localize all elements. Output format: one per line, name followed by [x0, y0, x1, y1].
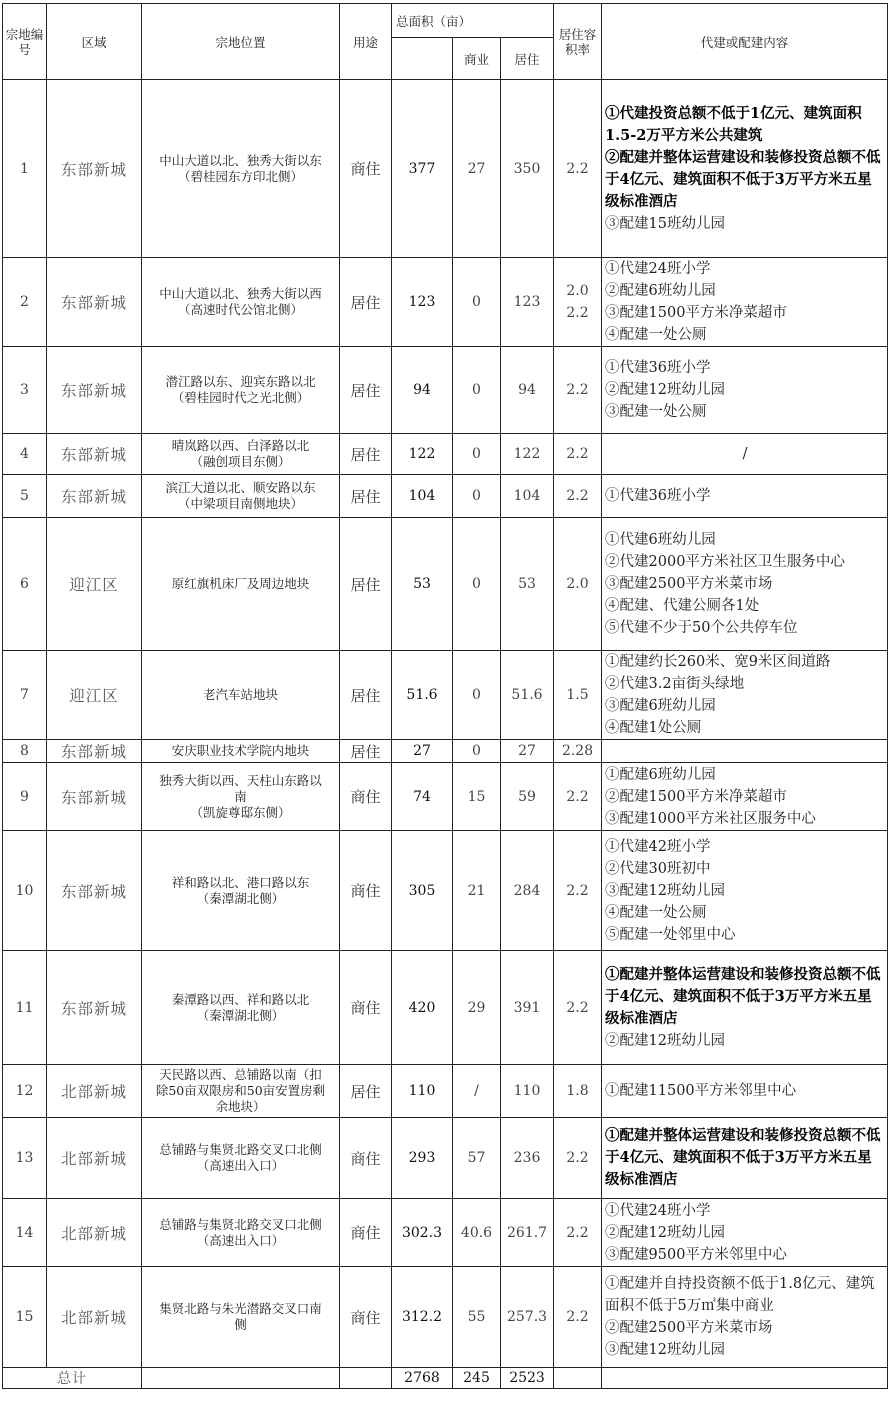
row-residential-area: 110 [501, 1065, 554, 1118]
row-commercial-area: 57 [453, 1118, 501, 1199]
row-residential-area: 257.3 [501, 1267, 554, 1368]
header-content: 代建或配建内容 [602, 4, 888, 80]
row-total-area: 122 [392, 434, 453, 475]
content-item: ②配建1500平方米净菜超市 [605, 788, 787, 805]
row-location [142, 831, 340, 951]
location-line: （秦潭湖北侧） [196, 1007, 285, 1023]
row-content [602, 258, 888, 347]
content-item: ②代建2000平方米社区卫生服务中心 [605, 554, 845, 570]
far-value: 2.0 [566, 283, 589, 299]
location-line: （高速时代公馆北侧） [177, 302, 303, 317]
row-residential-area: 284 [501, 831, 554, 951]
far-value: 2.2 [566, 488, 589, 504]
content-item: ②配建12班幼儿园 [605, 1224, 725, 1241]
row-location [142, 347, 340, 434]
row-total-area: 104 [392, 475, 453, 518]
content-item: ①配建并整体运营建设和装修投资总额不低于4亿元、建筑面积不低于3万平方米五星级标准酒店 [605, 1127, 881, 1188]
row-location [142, 1199, 340, 1267]
location-line: （秦潭湖北侧） [196, 890, 285, 906]
content-item: ①代建24班小学 [605, 261, 711, 277]
row-zone: 东部新城 [47, 763, 142, 831]
row-content [602, 1118, 888, 1199]
row-commercial-area: 27 [453, 80, 501, 258]
row-content [602, 763, 888, 831]
row-zone: 北部新城 [47, 1065, 142, 1118]
row-zone: 东部新城 [47, 434, 142, 475]
far-value: 2.2 [566, 1150, 589, 1166]
row-commercial-area: 0 [453, 434, 501, 475]
row-use: 商住 [340, 1267, 392, 1368]
table-row [3, 434, 888, 475]
row-commercial-area: 0 [453, 740, 501, 763]
table-row [3, 1118, 888, 1199]
row-zone: 东部新城 [47, 80, 142, 258]
row-far [554, 763, 602, 831]
far-value: 2.2 [566, 1224, 589, 1241]
row-commercial-area: 29 [453, 951, 501, 1065]
table-body [3, 80, 888, 1389]
header-zone: 区域 [47, 4, 142, 80]
row-commercial-area: 0 [453, 651, 501, 740]
row-far [554, 651, 602, 740]
row-far [554, 831, 602, 951]
content-item: ③配建9500平方米邻里中心 [605, 1246, 787, 1263]
row-content [602, 1267, 888, 1368]
row-zone: 东部新城 [47, 475, 142, 518]
content-item: ②配建12班幼儿园 [605, 1032, 725, 1049]
total-blank-location [142, 1368, 340, 1389]
location-line: 除50亩双限房和50亩安置房剩 [155, 1083, 326, 1098]
header-location: 宗地位置 [142, 4, 340, 80]
row-residential-area: 123 [501, 258, 554, 347]
far-value: 2.2 [566, 788, 589, 805]
content-item: ②代建3.2亩街头绿地 [605, 676, 745, 692]
row-content [602, 475, 888, 518]
row-use: 居住 [340, 1065, 392, 1118]
location-line: 集贤北路与朱光潜路交叉口南 [159, 1301, 322, 1316]
row-zone: 东部新城 [47, 951, 142, 1065]
total-blank-use [340, 1368, 392, 1389]
row-use: 商住 [340, 1118, 392, 1199]
content-item: ④配建一处公厕 [605, 904, 707, 921]
row-id: 10 [3, 831, 47, 951]
row-location [142, 1118, 340, 1199]
row-content [602, 651, 888, 740]
location-line: 秦潭路以西、祥和路以北 [171, 991, 310, 1007]
far-value: 1.5 [566, 687, 589, 703]
row-total-area: 51.6 [392, 651, 453, 740]
content-item: ③配建15班幼儿园 [605, 215, 725, 232]
content-item: ②配建6班幼儿园 [605, 283, 716, 299]
header-total-area: 总面积（亩） [392, 4, 554, 38]
content-item: ③配建12班幼儿园 [605, 1342, 725, 1358]
row-content [602, 951, 888, 1065]
row-far [554, 1199, 602, 1267]
location-line: （碧桂园东方印北侧） [177, 168, 303, 184]
far-value: 2.0 [566, 576, 589, 592]
row-id: 5 [3, 475, 47, 518]
row-use: 居住 [340, 347, 392, 434]
row-far [554, 951, 602, 1065]
content-item: ⑤配建一处邻里中心 [605, 926, 736, 943]
content-item: ③配建一处公厕 [605, 404, 707, 420]
row-id: 9 [3, 763, 47, 831]
row-total-area: 312.2 [392, 1267, 453, 1368]
content-item: ②代建30班初中 [605, 860, 711, 877]
content-item: ③配建12班幼儿园 [605, 882, 725, 899]
row-zone: 东部新城 [47, 347, 142, 434]
row-id: 11 [3, 951, 47, 1065]
total-label: 总计 [3, 1368, 142, 1389]
location-line: 安庆职业技术学院内地块 [171, 743, 310, 758]
header-use: 用途 [340, 4, 392, 80]
row-use: 居住 [340, 651, 392, 740]
row-content [602, 740, 888, 763]
far-value: 2.2 [566, 382, 589, 398]
row-far [554, 740, 602, 763]
row-content [602, 80, 888, 258]
row-far [554, 347, 602, 434]
table-row [3, 1267, 888, 1368]
far-value: 2.28 [561, 743, 594, 759]
location-line: 晴岚路以西、白泽路以北 [171, 438, 310, 453]
header-commercial: 商业 [453, 38, 501, 80]
location-line: 滨江大道以北、顺安路以东 [165, 480, 316, 495]
location-line: （凯旋尊邸东侧） [190, 804, 291, 820]
row-id: 14 [3, 1199, 47, 1267]
content-item: ①配建6班幼儿园 [605, 766, 716, 783]
row-total-area: 74 [392, 763, 453, 831]
content-item: ①配建并整体运营建设和装修投资总额不低于4亿元、建筑面积不低于3万平方米五星级标准酒店 [605, 965, 881, 1027]
far-value: 2.2 [566, 446, 589, 462]
row-commercial-area: / [453, 1065, 501, 1118]
row-far [554, 80, 602, 258]
row-total-area: 377 [392, 80, 453, 258]
row-total-area: 123 [392, 258, 453, 347]
row-far [554, 1267, 602, 1368]
row-total-area: 94 [392, 347, 453, 434]
row-total-area: 302.3 [392, 1199, 453, 1267]
row-id: 3 [3, 347, 47, 434]
table-row [3, 347, 888, 434]
far-value: 2.2 [566, 882, 589, 899]
row-location [142, 951, 340, 1065]
row-content [602, 1199, 888, 1267]
content-item: ③配建1000平方米社区服务中心 [605, 810, 816, 827]
content-item: ④配建1处公厕 [605, 720, 702, 736]
content-item: ⑤代建不少于50个公共停车位 [605, 620, 798, 636]
row-residential-area: 236 [501, 1118, 554, 1199]
row-residential-area: 27 [501, 740, 554, 763]
row-zone: 北部新城 [47, 1118, 142, 1199]
content-item: ④配建一处公厕 [605, 327, 707, 343]
row-zone: 东部新城 [47, 831, 142, 951]
row-use: 商住 [340, 831, 392, 951]
table-row [3, 651, 888, 740]
row-commercial-area: 15 [453, 763, 501, 831]
row-location [142, 475, 340, 518]
row-zone: 东部新城 [47, 740, 142, 763]
location-line: 总铺路与集贤北路交叉口北侧 [159, 1216, 322, 1232]
row-location [142, 1267, 340, 1368]
row-id: 1 [3, 80, 47, 258]
row-use: 商住 [340, 763, 392, 831]
row-commercial-area: 0 [453, 347, 501, 434]
total-area: 2768 [392, 1368, 453, 1389]
row-zone: 北部新城 [47, 1199, 142, 1267]
row-residential-area: 94 [501, 347, 554, 434]
row-location [142, 434, 340, 475]
row-zone: 东部新城 [47, 258, 142, 347]
content-item: ③配建2500平方米菜市场 [605, 576, 773, 592]
row-commercial-area: 40.6 [453, 1199, 501, 1267]
row-total-area: 305 [392, 831, 453, 951]
row-content [602, 434, 888, 475]
row-location [142, 80, 340, 258]
content-item: ①配建约长260米、宽9米区间道路 [605, 654, 831, 670]
total-blank-content [602, 1368, 888, 1389]
row-id: 15 [3, 1267, 47, 1368]
row-id: 13 [3, 1118, 47, 1199]
row-total-area: 110 [392, 1065, 453, 1118]
table-row [3, 831, 888, 951]
content-item: ①代建42班小学 [605, 838, 711, 855]
location-line: 侧 [234, 1317, 247, 1332]
table-row [3, 80, 888, 258]
table-row [3, 518, 888, 651]
row-commercial-area: 55 [453, 1267, 501, 1368]
location-line: 祥和路以北、港口路以东 [171, 874, 310, 890]
total-commercial: 245 [453, 1368, 501, 1389]
content-item: ②配建2500平方米菜市场 [605, 1320, 773, 1336]
location-line: 潜江路以东、迎宾东路以北 [165, 374, 316, 389]
row-id: 6 [3, 518, 47, 651]
total-residential: 2523 [501, 1368, 554, 1389]
row-total-area: 420 [392, 951, 453, 1065]
row-total-area: 53 [392, 518, 453, 651]
row-location [142, 518, 340, 651]
table-row [3, 1065, 888, 1118]
row-content [602, 518, 888, 651]
row-commercial-area: 0 [453, 518, 501, 651]
row-residential-area: 350 [501, 80, 554, 258]
row-zone: 迎江区 [47, 518, 142, 651]
content-item: ②配建12班幼儿园 [605, 382, 725, 398]
far-value: 2.2 [566, 1309, 589, 1325]
row-use: 商住 [340, 951, 392, 1065]
content-item: ①代建36班小学 [605, 360, 711, 376]
row-far [554, 1118, 602, 1199]
location-line: （碧桂园时代之光北侧） [171, 390, 310, 405]
location-line: （高速出入口） [196, 1158, 285, 1173]
location-line: （高速出入口） [196, 1232, 285, 1248]
row-id: 12 [3, 1065, 47, 1118]
row-content [602, 1065, 888, 1118]
location-line: 中山大道以北、独秀大街以东 [159, 152, 322, 168]
row-use: 居住 [340, 258, 392, 347]
row-location [142, 258, 340, 347]
content-item: ③配建1500平方米净菜超市 [605, 305, 787, 321]
row-far [554, 518, 602, 651]
total-row [3, 1368, 888, 1389]
content-item: ②配建并整体运营建设和装修投资总额不低于4亿元、建筑面积不低于3万平方米五星级标准酒店 [605, 148, 881, 210]
row-residential-area: 51.6 [501, 651, 554, 740]
row-id: 4 [3, 434, 47, 475]
location-line: 独秀大街以西、天柱山东路以 [159, 772, 322, 788]
row-location [142, 651, 340, 740]
row-use: 居住 [340, 740, 392, 763]
far-value: 2.2 [566, 160, 589, 177]
location-line: 老汽车站地块 [202, 687, 278, 702]
location-line: （中梁项目南侧地块） [177, 496, 303, 511]
header-residential: 居住 [501, 38, 554, 80]
row-content [602, 831, 888, 951]
row-residential-area: 53 [501, 518, 554, 651]
row-location [142, 763, 340, 831]
location-line: 天民路以西、总铺路以南（扣 [159, 1067, 322, 1082]
location-line: 总铺路与集贤北路交叉口北侧 [159, 1142, 322, 1157]
content-item: ①代建24班小学 [605, 1202, 711, 1219]
row-far [554, 434, 602, 475]
row-residential-area: 122 [501, 434, 554, 475]
row-residential-area: 261.7 [501, 1199, 554, 1267]
row-residential-area: 59 [501, 763, 554, 831]
content-item: ①代建6班幼儿园 [605, 532, 716, 548]
row-commercial-area: 0 [453, 475, 501, 518]
content-item: ③配建6班幼儿园 [605, 698, 716, 714]
location-line: 中山大道以北、独秀大街以西 [159, 286, 322, 301]
row-location [142, 1065, 340, 1118]
row-use: 居住 [340, 434, 392, 475]
row-location [142, 740, 340, 763]
header-far: 居住容积率 [554, 4, 602, 80]
row-use: 商住 [340, 80, 392, 258]
row-commercial-area: 0 [453, 258, 501, 347]
table-row [3, 258, 888, 347]
total-blank-far [554, 1368, 602, 1389]
row-zone: 北部新城 [47, 1267, 142, 1368]
table-row [3, 951, 888, 1065]
location-line: 余地块） [215, 1099, 266, 1114]
content-item: ①配建并自持投资额不低于1.8亿元、建筑面积不低于5万㎡集中商业 [605, 1276, 875, 1314]
content-item: ①代建投资总额不低于1亿元、建筑面积1.5-2万平方米公共建筑 [605, 104, 862, 144]
row-far [554, 258, 602, 347]
row-total-area: 293 [392, 1118, 453, 1199]
content-item: ④配建、代建公厕各1处 [605, 598, 760, 614]
content-item: ①配建11500平方米邻里中心 [605, 1083, 797, 1099]
content-item: ①代建36班小学 [605, 488, 711, 504]
row-residential-area: 391 [501, 951, 554, 1065]
row-use: 居住 [340, 475, 392, 518]
location-line: 原红旗机床厂及周边地块 [171, 576, 310, 591]
land-parcel-table [2, 3, 888, 1389]
row-use: 商住 [340, 1199, 392, 1267]
row-id: 2 [3, 258, 47, 347]
table-row [3, 763, 888, 831]
row-commercial-area: 21 [453, 831, 501, 951]
row-content [602, 347, 888, 434]
table-row [3, 740, 888, 763]
far-value: 2.2 [566, 999, 589, 1016]
header-id: 宗地编号 [3, 4, 47, 80]
far-value: 1.8 [566, 1083, 589, 1099]
far-value: 2.2 [566, 305, 589, 321]
row-id: 8 [3, 740, 47, 763]
content-item: / [742, 446, 748, 462]
row-far [554, 1065, 602, 1118]
row-far [554, 475, 602, 518]
row-zone: 迎江区 [47, 651, 142, 740]
row-total-area: 27 [392, 740, 453, 763]
table-row [3, 475, 888, 518]
location-line: （融创项目东侧） [190, 454, 291, 469]
header-total-blank [392, 38, 453, 80]
row-residential-area: 104 [501, 475, 554, 518]
table-row [3, 1199, 888, 1267]
location-line: 南 [234, 788, 247, 804]
row-id: 7 [3, 651, 47, 740]
row-use: 居住 [340, 518, 392, 651]
